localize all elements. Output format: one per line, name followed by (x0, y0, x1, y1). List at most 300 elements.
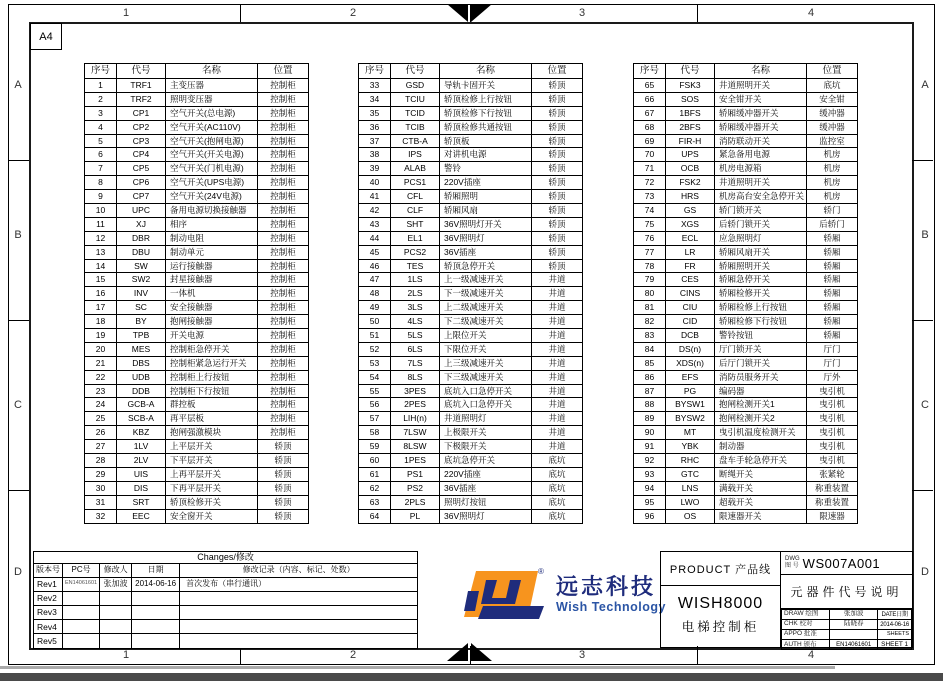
table-cell: 82 (634, 315, 666, 329)
table-cell: CP6 (117, 176, 166, 190)
table-cell: 一体机 (166, 287, 258, 301)
table-cell: EN14061601 (63, 577, 100, 591)
table-row (634, 259, 858, 273)
table-cell: 井道 (532, 315, 583, 329)
table-cell: 72 (634, 176, 666, 190)
table-row (85, 342, 309, 356)
table-cell: 43 (359, 217, 391, 231)
table-cell: 后轿门锁开关 (715, 217, 807, 231)
table-cell: 50 (359, 315, 391, 329)
table-cell: XDS(n) (666, 356, 715, 370)
table-row (359, 440, 583, 454)
table-row (85, 120, 309, 134)
table-row (85, 315, 309, 329)
table-cell: 65 (634, 79, 666, 93)
table-cell: DS(n) (666, 342, 715, 356)
table-row (634, 106, 858, 120)
table-cell: INV (117, 287, 166, 301)
table-cell (100, 591, 132, 605)
table-cell: 下再平层开关 (166, 481, 258, 495)
table-cell: 控制柜 (258, 329, 309, 343)
product-model-desc: 电梯控制柜 (681, 620, 760, 634)
table-cell (132, 605, 180, 619)
table-row (359, 454, 583, 468)
table-row (85, 370, 309, 384)
zone-tick (912, 490, 933, 491)
table-cell: 曳引机 (807, 454, 858, 468)
table-cell: 59 (359, 440, 391, 454)
draw-label: DRAW 绘图 (782, 610, 830, 620)
table-row (359, 106, 583, 120)
table-cell: CP2 (117, 120, 166, 134)
table-cell: MES (117, 342, 166, 356)
table-cell: 井道 (532, 412, 583, 426)
table-cell: 上极限开关 (440, 426, 532, 440)
table-cell: 25 (85, 412, 117, 426)
table-cell: 控制柜 (258, 204, 309, 218)
table-cell: 57 (359, 412, 391, 426)
table-row (85, 273, 309, 287)
table-cell: 编码器 (715, 384, 807, 398)
table-cell: 满载开关 (715, 481, 807, 495)
table-cell: Rev4 (34, 620, 63, 634)
table-cell: 抱闸检测开关2 (715, 412, 807, 426)
col-header-no: 序号 (85, 64, 117, 79)
table-cell: 轿顶 (532, 190, 583, 204)
table-cell: 1LV (117, 440, 166, 454)
table-row (85, 467, 309, 481)
table-row (85, 440, 309, 454)
table-row (85, 190, 309, 204)
table-cell: 控制柜 (258, 92, 309, 106)
table-cell: LR (666, 245, 715, 259)
table-row (634, 315, 858, 329)
table-cell: 轿顶 (532, 106, 583, 120)
table-row (359, 495, 583, 509)
table-cell: 10 (85, 204, 117, 218)
col-header-code: 代号 (391, 64, 440, 79)
table-cell: 备用电源切换接触器 (166, 204, 258, 218)
chk-value: 陆晓春 (830, 620, 878, 630)
table-cell: 制动单元 (166, 245, 258, 259)
zone-row-label: D (921, 566, 929, 578)
table-cell: 空气开关(总电源) (166, 106, 258, 120)
table-cell: 后厅门锁开关 (715, 356, 807, 370)
table-cell: CFL (391, 190, 440, 204)
table-cell: 底坑 (532, 481, 583, 495)
table-cell: 再平层板 (166, 412, 258, 426)
table-cell: 轿顶 (258, 481, 309, 495)
table-row (85, 384, 309, 398)
table-row (634, 231, 858, 245)
table-cell: 62 (359, 481, 391, 495)
table-cell: 照明灯按钮 (440, 495, 532, 509)
table-row (359, 426, 583, 440)
table-cell: 轿门锁开关 (715, 204, 807, 218)
table-row (85, 287, 309, 301)
table-cell: 井道 (532, 384, 583, 398)
table-cell: 2PES (391, 398, 440, 412)
col-header-no: 序号 (634, 64, 666, 79)
table-cell (132, 620, 180, 634)
table-cell: 2BFS (666, 120, 715, 134)
table-cell: 轿顶 (532, 148, 583, 162)
table-cell: 张加波 (100, 577, 132, 591)
table-cell: 底坑 (807, 79, 858, 93)
table-cell: 井道照明开关 (715, 79, 807, 93)
table-cell: BYSW2 (666, 412, 715, 426)
auth-label: AUTH 颁布 (782, 640, 830, 650)
dwg-number-row (781, 552, 912, 575)
table-cell (132, 591, 180, 605)
table-row (359, 120, 583, 134)
table-cell: 轿厢检修开关 (715, 287, 807, 301)
table-cell: TCID (391, 106, 440, 120)
table-cell (180, 620, 418, 634)
table-cell: 轿顶检修共通按钮 (440, 120, 532, 134)
table-cell: CP1 (117, 106, 166, 120)
table-cell: 井道 (532, 440, 583, 454)
table-cell: 限速器 (807, 509, 858, 523)
table-cell: SRT (117, 495, 166, 509)
table-cell: 轿厢 (807, 287, 858, 301)
zone-row-label: D (14, 566, 22, 578)
table-cell: 轿厢急停开关 (715, 273, 807, 287)
zone-row-label: A (921, 79, 929, 91)
table-cell: 94 (634, 481, 666, 495)
table-cell: 厅外 (807, 370, 858, 384)
table-cell: 92 (634, 454, 666, 468)
table-cell: 21 (85, 356, 117, 370)
table-cell: 缓冲器 (807, 120, 858, 134)
col-header-loc: 位置 (258, 64, 309, 79)
table-cell: DBS (117, 356, 166, 370)
table-cell: Rev3 (34, 605, 63, 619)
table-row (634, 467, 858, 481)
table-cell: 空气开关(AC110V) (166, 120, 258, 134)
table-cell: 27 (85, 440, 117, 454)
table-cell: 轿顶 (258, 509, 309, 523)
table-cell: 8LSW (391, 440, 440, 454)
table-cell: GSD (391, 79, 440, 93)
table-cell: 96 (634, 509, 666, 523)
table-row (634, 92, 858, 106)
table-row (359, 259, 583, 273)
table-cell: 下一级减速开关 (440, 287, 532, 301)
table-row (85, 79, 309, 93)
table-row (85, 245, 309, 259)
table-cell: 轿顶 (532, 79, 583, 93)
table-cell: FSK3 (666, 79, 715, 93)
table-cell: 消防联动开关 (715, 134, 807, 148)
table-cell: 68 (634, 120, 666, 134)
table-cell: 46 (359, 259, 391, 273)
zone-col-label: 4 (807, 7, 815, 19)
component-table-1 (84, 63, 309, 524)
table-cell: TRF1 (117, 79, 166, 93)
table-cell: SW (117, 259, 166, 273)
table-cell: 15 (85, 273, 117, 287)
table-row (34, 634, 418, 648)
table-cell: 导轨卡固开关 (440, 79, 532, 93)
screen-bottom-bar (0, 673, 943, 681)
table-cell: 轿厢 (807, 329, 858, 343)
table-cell: 55 (359, 384, 391, 398)
table-cell: 控制柜 (258, 134, 309, 148)
table-row (85, 92, 309, 106)
table-row (634, 440, 858, 454)
table-cell: 张紧轮 (807, 467, 858, 481)
table-cell: 220V插座 (440, 467, 532, 481)
component-table-2 (358, 63, 583, 524)
table-cell: 7LS (391, 356, 440, 370)
zone-col-label: 2 (349, 649, 357, 661)
table-cell: 78 (634, 259, 666, 273)
table-cell: 机房 (807, 162, 858, 176)
dwg-number: WS007A001 (802, 555, 881, 571)
table-cell: 93 (634, 467, 666, 481)
table-cell: 45 (359, 245, 391, 259)
table-row (34, 620, 418, 634)
table-row (85, 134, 309, 148)
table-row (359, 509, 583, 523)
zone-tick (240, 4, 241, 22)
table-cell: CLF (391, 204, 440, 218)
table-row (34, 605, 418, 619)
table-cell: 66 (634, 92, 666, 106)
table-row (85, 329, 309, 343)
table-cell: 16 (85, 287, 117, 301)
table-row (85, 148, 309, 162)
table-cell: 3 (85, 106, 117, 120)
table-cell: 77 (634, 245, 666, 259)
table-cell: YBK (666, 440, 715, 454)
table-cell: 底坑入口急停开关 (440, 398, 532, 412)
zone-col-label: 1 (122, 7, 130, 19)
changes-col-record: 修改记录（内容、标记、处数） (180, 564, 418, 578)
table-cell: 曳引机 (807, 384, 858, 398)
table-cell: 曳引机 (807, 426, 858, 440)
table-cell: 17 (85, 301, 117, 315)
table-cell: 厅门 (807, 342, 858, 356)
table-cell: 机房高台安全急停开关 (715, 190, 807, 204)
table-cell: CP3 (117, 134, 166, 148)
sig-row (782, 610, 912, 620)
table-cell: 3LS (391, 301, 440, 315)
table-cell: 厅门 (807, 356, 858, 370)
table-cell (132, 634, 180, 648)
table-cell: 91 (634, 440, 666, 454)
table-cell: 5 (85, 134, 117, 148)
table-cell: 上再平层开关 (166, 467, 258, 481)
table-cell: 9 (85, 190, 117, 204)
table-cell: 轿顶 (532, 92, 583, 106)
table-row (359, 370, 583, 384)
table-cell: 控制柜 (258, 426, 309, 440)
table-row (85, 356, 309, 370)
table-cell: 95 (634, 495, 666, 509)
table-row (359, 245, 583, 259)
table-cell: 上限位开关 (440, 329, 532, 343)
table-cell: 14 (85, 259, 117, 273)
zone-row-label: C (921, 399, 929, 411)
table-cell: ALAB (391, 162, 440, 176)
table-cell: 58 (359, 426, 391, 440)
table-cell: 轿顶检修下行按钮 (440, 106, 532, 120)
col-header-loc: 位置 (807, 64, 858, 79)
table-cell: 轿厢缓冲器开关 (715, 106, 807, 120)
table-cell: 井道 (532, 287, 583, 301)
table-cell: 轿厢检修上行按钮 (715, 301, 807, 315)
table-cell: 轿厢检修下行按钮 (715, 315, 807, 329)
table-cell: 2 (85, 92, 117, 106)
table-cell: DDB (117, 384, 166, 398)
table-cell: SW2 (117, 273, 166, 287)
table-row (634, 426, 858, 440)
table-cell: 轿顶 (532, 259, 583, 273)
table-row (359, 231, 583, 245)
zone-tick (470, 4, 471, 22)
table-cell: 曳引机 (807, 412, 858, 426)
table-cell: 49 (359, 301, 391, 315)
table-cell: 81 (634, 301, 666, 315)
table-cell: 7LSW (391, 426, 440, 440)
zone-tick (470, 646, 471, 664)
table-cell: 轿厢 (807, 273, 858, 287)
table-cell: SOS (666, 92, 715, 106)
table-cell: 控制柜 (258, 120, 309, 134)
table-cell: LWO (666, 495, 715, 509)
table-cell: 2LV (117, 454, 166, 468)
table-cell: 机房 (807, 176, 858, 190)
table-cell: 井道 (532, 329, 583, 343)
table-cell: 5LS (391, 329, 440, 343)
signature-grid (781, 609, 912, 650)
table-cell: 底坑 (532, 467, 583, 481)
table-row (634, 356, 858, 370)
table-row (85, 454, 309, 468)
table-cell: 上二级减速开关 (440, 301, 532, 315)
col-header-loc: 位置 (532, 64, 583, 79)
table-cell: 41 (359, 190, 391, 204)
table-cell: 封星接触器 (166, 273, 258, 287)
zone-row-label: A (14, 79, 22, 91)
table-cell: 井道 (532, 342, 583, 356)
product-label: PRODUCT 产品线 (661, 552, 780, 586)
table-cell: XJ (117, 217, 166, 231)
col-header-code: 代号 (117, 64, 166, 79)
table-cell: 控制柜 (258, 190, 309, 204)
table-cell: 36V插座 (440, 245, 532, 259)
table-cell: 52 (359, 342, 391, 356)
table-cell: TCIB (391, 120, 440, 134)
table-cell: TPB (117, 329, 166, 343)
table-cell: DCB (666, 329, 715, 343)
table-row (634, 217, 858, 231)
table-cell: 3PES (391, 384, 440, 398)
table-cell: 井道 (532, 426, 583, 440)
table-row (634, 176, 858, 190)
table-cell: 6 (85, 148, 117, 162)
table-row (359, 287, 583, 301)
table-row (634, 412, 858, 426)
table-cell: UDB (117, 370, 166, 384)
table-cell: 对讲机电源 (440, 148, 532, 162)
table-cell: 30 (85, 481, 117, 495)
table-cell: EEC (117, 509, 166, 523)
table-cell: Rev2 (34, 591, 63, 605)
table-cell: 制动器 (715, 440, 807, 454)
table-cell: PG (666, 384, 715, 398)
table-cell: XGS (666, 217, 715, 231)
table-cell: 12 (85, 231, 117, 245)
table-cell: 18 (85, 315, 117, 329)
table-cell: 64 (359, 509, 391, 523)
table-row (634, 79, 858, 93)
table-cell: 74 (634, 204, 666, 218)
table-cell: GCB-A (117, 398, 166, 412)
table-row (359, 384, 583, 398)
table-cell: 照明变压器 (166, 92, 258, 106)
table-cell: 轿厢 (807, 315, 858, 329)
table-cell: PS1 (391, 467, 440, 481)
table-cell: 48 (359, 287, 391, 301)
table-cell: TRF2 (117, 92, 166, 106)
table-cell: 11 (85, 217, 117, 231)
table-cell: 轿厢风扇开关 (715, 245, 807, 259)
table-cell: 控制柜上行按钮 (166, 370, 258, 384)
sig-row (782, 640, 912, 650)
table-cell: FIR-H (666, 134, 715, 148)
table-cell: 70 (634, 148, 666, 162)
wish-logo-icon (462, 567, 548, 623)
table-cell: 轿厢风扇 (440, 204, 532, 218)
table-cell: 13 (85, 245, 117, 259)
table-cell: ECL (666, 231, 715, 245)
table-row (359, 134, 583, 148)
table-cell: IPS (391, 148, 440, 162)
table-cell: OS (666, 509, 715, 523)
table-cell: 底坑 (532, 509, 583, 523)
table-cell: 36 (359, 120, 391, 134)
table-cell: 控制柜 (258, 398, 309, 412)
table-header-row (359, 64, 583, 79)
registered-mark: ® (538, 567, 544, 576)
table-cell: DBR (117, 231, 166, 245)
table-cell: 33 (359, 79, 391, 93)
table-cell: 44 (359, 231, 391, 245)
table-cell: 轿顶 (258, 467, 309, 481)
table-cell: 消防员服务开关 (715, 370, 807, 384)
table-cell: 19 (85, 329, 117, 343)
table-cell: 轿顶 (532, 217, 583, 231)
table-cell: UIS (117, 467, 166, 481)
changes-table (33, 551, 418, 649)
col-header-name: 名称 (166, 64, 258, 79)
table-cell: 36V插座 (440, 481, 532, 495)
table-cell: 42 (359, 204, 391, 218)
table-cell: 7 (85, 162, 117, 176)
table-cell: 轿厢 (807, 259, 858, 273)
table-cell: 井道照明开关 (715, 176, 807, 190)
table-cell: CID (666, 315, 715, 329)
table-cell: 34 (359, 92, 391, 106)
table-cell: 抱闸检测开关1 (715, 398, 807, 412)
table-cell: 29 (85, 467, 117, 481)
table-cell: 机房 (807, 190, 858, 204)
zone-row-label: B (14, 229, 22, 241)
table-row (359, 342, 583, 356)
